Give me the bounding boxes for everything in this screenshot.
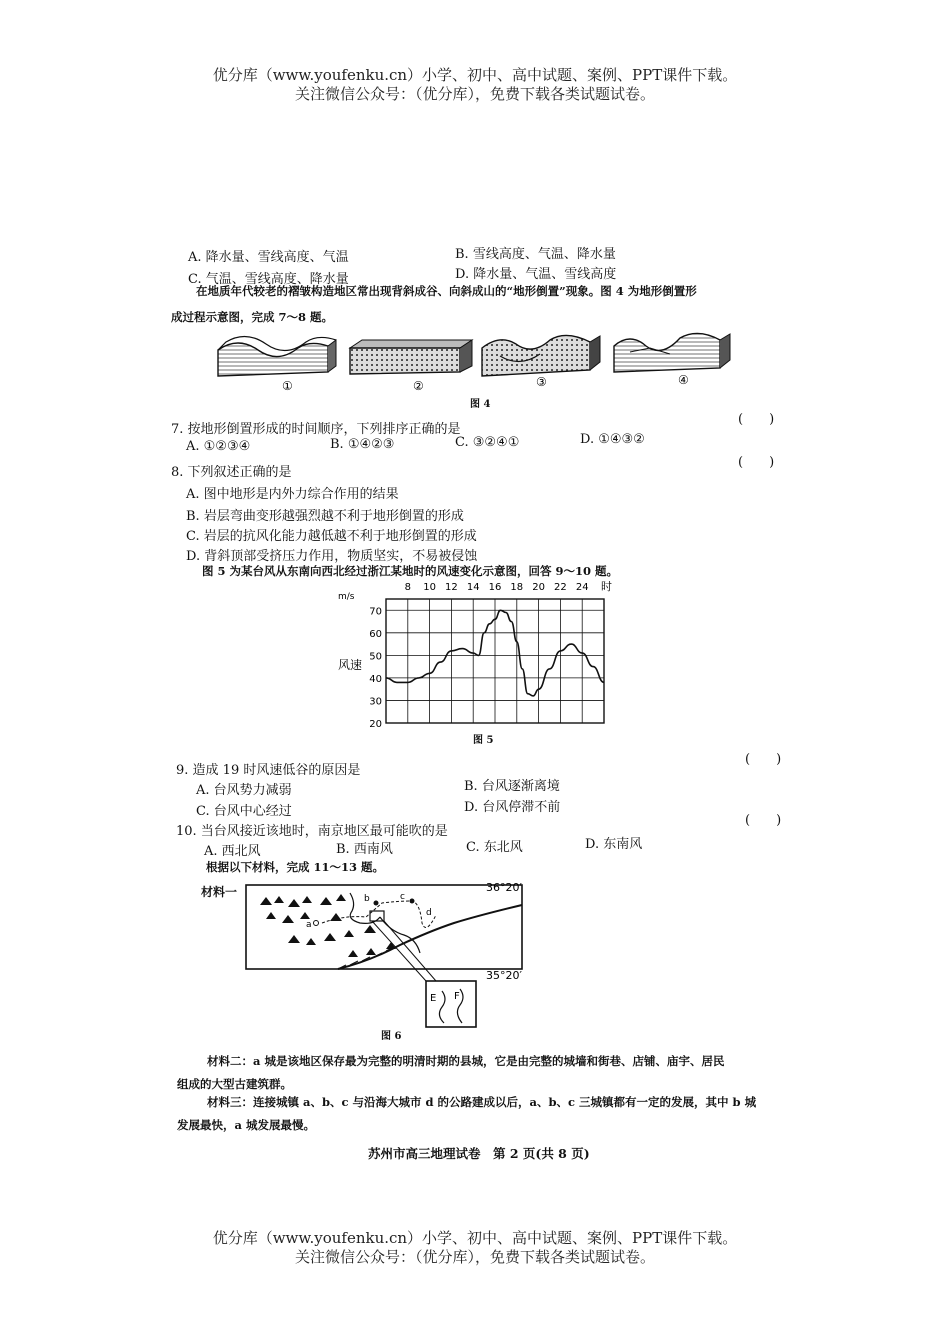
- fig6-material-label: 材料一: [201, 885, 238, 899]
- q9-answer-paren[interactable]: ( ): [745, 752, 782, 767]
- fig4-label-2: ②: [413, 379, 424, 393]
- q8-option-d: D. 背斜顶部受挤压力作用，物质坚实，不易被侵蚀: [186, 549, 478, 564]
- intro-7-8-line-2: 成过程示意图，完成 7～8 题。: [171, 310, 334, 324]
- chart-x-tick-label: 8: [404, 582, 411, 593]
- q6-option-c: C. 气温、雪线高度、降水量: [188, 272, 349, 287]
- intro-7-8-line-1: 在地质年代较老的褶皱构造地区常出现背斜成谷、向斜成山的“地形倒置”现象。图 4 为地形倒置形: [196, 284, 697, 298]
- map-point-b: [374, 901, 379, 906]
- chart-y-tick-label: 20: [369, 719, 382, 730]
- intro-11-13: 根据以下材料，完成 11～13 题。: [206, 860, 385, 874]
- q9-stem: 9. 造成 19 时风速低谷的原因是: [176, 763, 361, 778]
- chart-grid: [386, 599, 604, 723]
- q8-option-c: C. 岩层的抗风化能力越低越不利于地形倒置的形成: [186, 529, 477, 544]
- q7-option-c: C. ③②④①: [455, 435, 520, 450]
- q9-option-c: C. 台风中心经过: [196, 804, 292, 819]
- chart-x-suffix: 时: [601, 580, 612, 593]
- fig4-caption: 图 4: [470, 399, 491, 410]
- map-frame: [246, 885, 522, 969]
- map-label-a: a: [306, 920, 312, 930]
- q7-stem: 7. 按地形倒置形成的时间顺序，下列排序正确的是: [171, 422, 461, 437]
- chart-x-tick-label: 20: [532, 582, 545, 593]
- fig4-block-1: [218, 336, 336, 376]
- chart-y-tick-label: 30: [369, 696, 382, 708]
- q10-answer-paren[interactable]: ( ): [745, 813, 782, 828]
- q10-stem: 10. 当台风接近该地时，南京地区最可能吹的是: [176, 824, 448, 839]
- chart-x-tick-label: 22: [554, 582, 567, 593]
- map-label-d: d: [426, 908, 432, 918]
- page-number-footer: 苏州市高三地理试卷 第 2 页(共 8 页): [368, 1146, 590, 1161]
- chart-x-tick-label: 24: [575, 582, 589, 593]
- chart-x-tick-label: 10: [423, 582, 436, 593]
- q6-option-d: D. 降水量、气温、雪线高度: [455, 267, 617, 282]
- header-line-2: 关注微信公众号：（优分库），免费下载各类试题试卷。: [294, 85, 655, 103]
- fig4-label-3: ③: [536, 375, 547, 389]
- map-label-c: c: [400, 892, 405, 902]
- chart-y-title: 风速: [338, 658, 363, 672]
- q10-option-c: C. 东北风: [466, 840, 523, 855]
- material3-line-2: 发展最快，a 城发展最慢。: [177, 1118, 315, 1132]
- fig4-block-4: [614, 333, 730, 372]
- material2-line-2: 组成的大型古建筑群。: [177, 1077, 292, 1091]
- q9-option-a: A. 台风势力减弱: [196, 783, 292, 798]
- q10-option-a: A. 西北风: [204, 844, 261, 859]
- footer-line-2: 关注微信公众号：（优分库），免费下载各类试题试卷。: [294, 1248, 655, 1266]
- q10-option-b: B. 西南风: [336, 842, 393, 857]
- map-inset-box: [426, 981, 476, 1027]
- q7-option-d: D. ①④③②: [580, 432, 645, 447]
- q8-answer-paren[interactable]: ( ): [738, 455, 775, 470]
- fig5-caption: 图 5: [473, 735, 494, 746]
- map-inset-label-e: E: [430, 993, 437, 1004]
- map-lat-bottom: 35°20′: [486, 969, 522, 982]
- footer-line-1: 优分库（www.youfenku.cn）小学、初中、高中试题、案例、PPT课件下载。: [212, 1229, 738, 1247]
- figure-5-chart: [330, 575, 620, 735]
- intro-9-10: 图 5 为某台风从东南向西北经过浙江某地时的风速变化示意图，回答 9～10 题。: [202, 564, 619, 578]
- q7-option-b: B. ①④②③: [330, 437, 395, 452]
- chart-y-tick-label: 40: [369, 673, 382, 685]
- fig4-label-4: ④: [678, 373, 689, 387]
- chart-x-tick-label: 14: [466, 582, 480, 593]
- q8-option-a: A. 图中地形是内外力综合作用的结果: [186, 487, 399, 502]
- q9-option-d: D. 台风停滞不前: [464, 800, 561, 815]
- chart-y-tick-label: 50: [369, 651, 382, 663]
- map-point-a: [314, 921, 319, 926]
- map-point-c: [410, 899, 415, 904]
- chart-y-ticks: [369, 606, 382, 730]
- figure-6-map: [240, 875, 540, 1035]
- fig6-caption: 图 6: [381, 1031, 402, 1042]
- chart-y-tick-label: 60: [369, 628, 382, 640]
- q7-option-a: A. ①②③④: [186, 439, 251, 454]
- chart-x-tick-label: 16: [488, 582, 502, 593]
- map-label-b: b: [364, 894, 370, 904]
- q9-option-b: B. 台风逐渐离境: [464, 779, 560, 794]
- map-inset-label-f: F: [454, 991, 460, 1002]
- fig4-label-1: ①: [282, 379, 293, 393]
- material3-line-1: 材料三：连接城镇 a、b、c 与沿海大城市 d 的公路建成以后，a、b、c 三城镇都有一定的发展，其中 b 城: [207, 1095, 757, 1109]
- chart-x-ticks: [405, 582, 589, 593]
- q8-option-b: B. 岩层弯曲变形越强烈越不利于地形倒置的形成: [186, 509, 464, 524]
- q10-option-d: D. 东南风: [585, 837, 643, 852]
- chart-unit-label: m/s: [338, 592, 355, 602]
- chart-x-tick-label: 12: [445, 582, 458, 593]
- q6-option-a: A. 降水量、雪线高度、气温: [188, 250, 349, 265]
- fig4-block-2: [350, 340, 472, 374]
- header-line-1: 优分库（www.youfenku.cn）小学、初中、高中试题、案例、PPT课件下载。: [212, 66, 738, 84]
- map-lat-top: 36°20′: [486, 881, 522, 894]
- chart-x-tick-label: 18: [510, 582, 524, 593]
- material2-line-1: 材料二：a 城是该地区保存最为完整的明清时期的县城，它是由完整的城墙和街巷、店铺、庙宇、居民: [207, 1054, 725, 1068]
- q8-stem: 8. 下列叙述正确的是: [171, 465, 292, 480]
- chart-y-tick-label: 70: [369, 606, 382, 618]
- q7-answer-paren[interactable]: ( ): [738, 412, 775, 427]
- q6-option-b: B. 雪线高度、气温、降水量: [455, 247, 616, 262]
- fig4-block-3: [482, 335, 600, 376]
